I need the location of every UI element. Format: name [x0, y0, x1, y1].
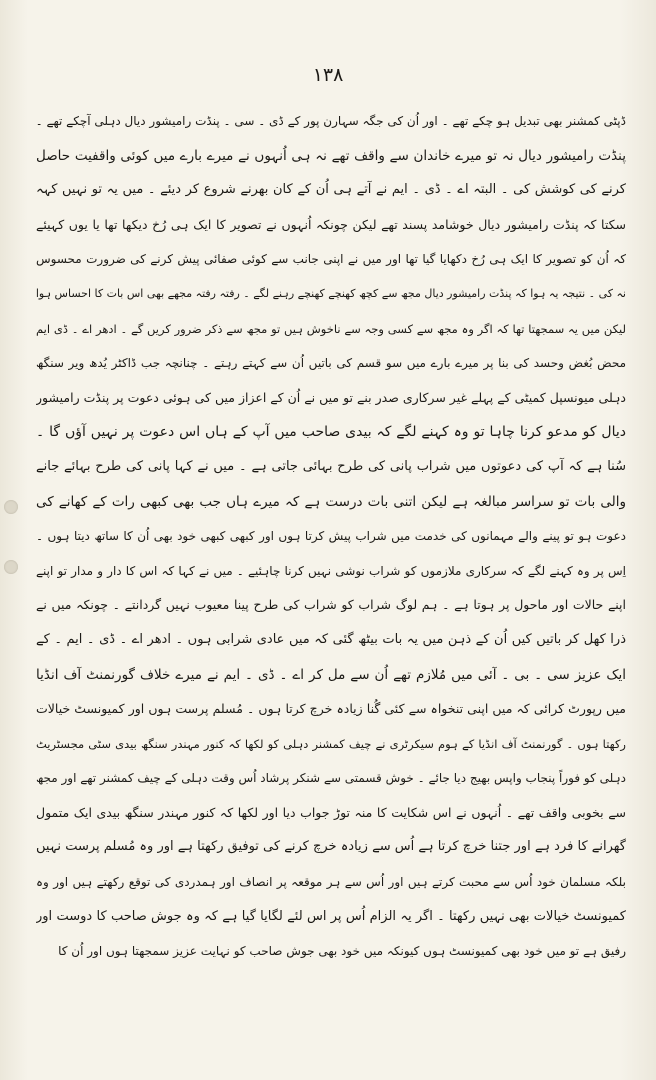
- text-line: نہ کی ۔ نتیجہ یہ ہوا کہ پنڈت رامیشور دیال مجھ سے کچھ کھنچے کھنچے رہنے لگے ۔ رفتہ رفتہ مجھے بھی اس بات کا احساس ہوا: [36, 286, 626, 300]
- text-line: ڈپٹی کمشنر بھی تبدیل ہو چکے تھے ۔ اور اُن کی جگہ سہارن پور کے ڈی ۔ سی ۔ پنڈت رامیشور دیال دہلی آچکے تھے ۔: [36, 114, 626, 128]
- text-line: سُنا ہے کہ آپ کی دعوتوں میں شراب پانی کی طرح بہائی جاتی ہے ۔ میں نے کہا پانی کی طرح بہائے جانے: [36, 458, 626, 474]
- text-line: رکھتا ہوں ۔ گورنمنٹ آف انڈیا کے ہوم سیکرٹری نے چیف کمشنر دہلی کو لکھا کہ کنور مہندر سنگھ بیدی سٹی مجسٹریٹ: [36, 736, 626, 751]
- text-line: گھرانے کا فرد ہے اور جتنا خرچ کرتا ہے اُس سے زیادہ خرچ کرنے کی توفیق رکھتا ہے اور وہ مُسلم پرست نہیں: [36, 839, 626, 855]
- text-line: لیکن میں یہ سمجھتا تھا کہ اگر وہ مجھ سے کسی وجہ سے ناخوش ہیں تو مجھ سے ذکر ضرور کریں گے ۔ ادھر اے ۔ ڈی ایم: [36, 321, 626, 336]
- text-line: میں رپورٹ کرائی کہ میں اپنی تنخواہ سے کئی گُنا زیادہ خرچ کرتا ہوں ۔ مُسلم پرست ہوں اور کمیونسٹ خیالات: [36, 701, 626, 717]
- punch-hole-mark: [4, 560, 18, 574]
- text-line: دیال کو مدعو کرنا چاہا تو وہ کہنے لگے کہ بیدی صاحب میں آپ کے ہاں اس دعوت پر نہیں آؤں گا ۔: [36, 424, 626, 441]
- urdu-text-block: [36, 104, 626, 969]
- text-line: کرنے کی کوشش کی ۔ البتہ اے ۔ ڈی ۔ ایم نے آتے ہی اُن کے کان بھرنے شروع کر دیئے ۔ میں یہ تو نہیں کہہ: [36, 182, 626, 198]
- text-line: اِس پر وہ کہنے لگے کہ سرکاری ملازموں کو شراب نوشی نہیں کرنا چاہئیے ۔ میں نے کہا کہ اس کا دار و مدار تو اپنے: [36, 563, 626, 578]
- text-line: سے بخوبی واقف تھے ۔ اُنہوں نے اس شکایت کا منہ توڑ جواب دیا اور لکھا کہ کنور مہندر سنگھ بیدی ایک متمول: [36, 804, 626, 820]
- text-line: محض بُغض وحسد کی بنا پر میرے بارے میں سو قسم کی باتیں اُن سے کہتے رہتے ۔ چنانچہ جب ڈاکٹر یُدھ ویر سنگھ: [36, 356, 626, 371]
- text-line: کہ اُن کو تصویر کا ایک ہی رُخ دکھایا گیا تھا اور میں نے اپنی جانب سے کوئی صفائی پیش کرنے کی ضرورت محسوس: [36, 252, 626, 267]
- page-number: ۱۳۸: [312, 64, 344, 86]
- text-line: کمیونسٹ خیالات بھی نہیں رکھتا ۔ اگر یہ الزام اُس پر اس لئے لگایا گیا ہے کہ وہ جوش صاحب کا دوست اور: [36, 908, 626, 924]
- text-line: رفیق ہے تو میں خود بھی کمیونسٹ ہوں کیونکہ میں خود بھی جوش صاحب کو نہایت عزیز سمجھتا ہوں اور اُن کا: [58, 944, 626, 959]
- text-line: پنڈت رامیشور دیال نہ تو میرے خاندان سے واقف تھے نہ ہی اُنہوں نے میرے بارے میں کوئی واقفیت حاصل: [36, 147, 626, 164]
- text-line: سکتا کہ پنڈت رامیشور دیال خوشامد پسند تھے لیکن چونکہ اُنہوں نے تصویر کا ایک ہی رُخ دیکھا تھا یا یوں کہیئے: [36, 216, 626, 232]
- text-line: دعوت ہو تو پینے والے مہمانوں کی خدمت میں شراب پیش کرتا ہوں اور کبھی کبھی خود بھی اُن کا ساتھ دیتا ہوں ۔: [36, 529, 626, 544]
- text-line: ذرا کھل کر باتیں کیں اُن کے ذہن میں یہ بات بیٹھ گئی کہ میں عادی شرابی ہوں ۔ ادھر اے ۔ ڈی ۔ ایم ۔ کے: [36, 631, 626, 647]
- text-line: دہلی میونسپل کمیٹی کے پہلے غیر سرکاری صدر بنے تو میں نے اُن کے اعزاز میں کی ہوئی دعوت پر پنڈت رامیشور: [36, 389, 626, 405]
- text-line: ایک عزیز سی ۔ بی ۔ آئی میں مُلازم تھے اُن سے مل کر اے ۔ ڈی ۔ ایم نے میرے خلاف گورنمنٹ آف انڈیا: [36, 666, 626, 683]
- text-line: والی بات تو سراسر مبالغہ ہے لیکن اتنی بات درست ہے کہ میرے ہاں جب بھی کبھی رات کے کھانے کی: [36, 493, 626, 510]
- text-line: اپنے حالات اور ماحول پر ہوتا ہے ۔ ہم لوگ شراب کو شراب کی طرح پینا معیوب نہیں گردانتے ۔ چونکہ میں نے: [36, 597, 626, 613]
- text-line: دہلی کو فوراً پنجاب واپس بھیج دیا جائے ۔ خوش قسمتی سے شنکر پرشاد اُس وقت دہلی کے چیف کمشنر تھے اور مجھ: [36, 771, 626, 786]
- punch-hole-mark: [4, 500, 18, 514]
- text-line: بلکہ مسلمان خود اُس سے محبت کرتے ہیں اور اُس سے ہر موقعہ پر انصاف اور ہمدردی کی توقع رکھتے ہیں اور وہ: [36, 875, 626, 890]
